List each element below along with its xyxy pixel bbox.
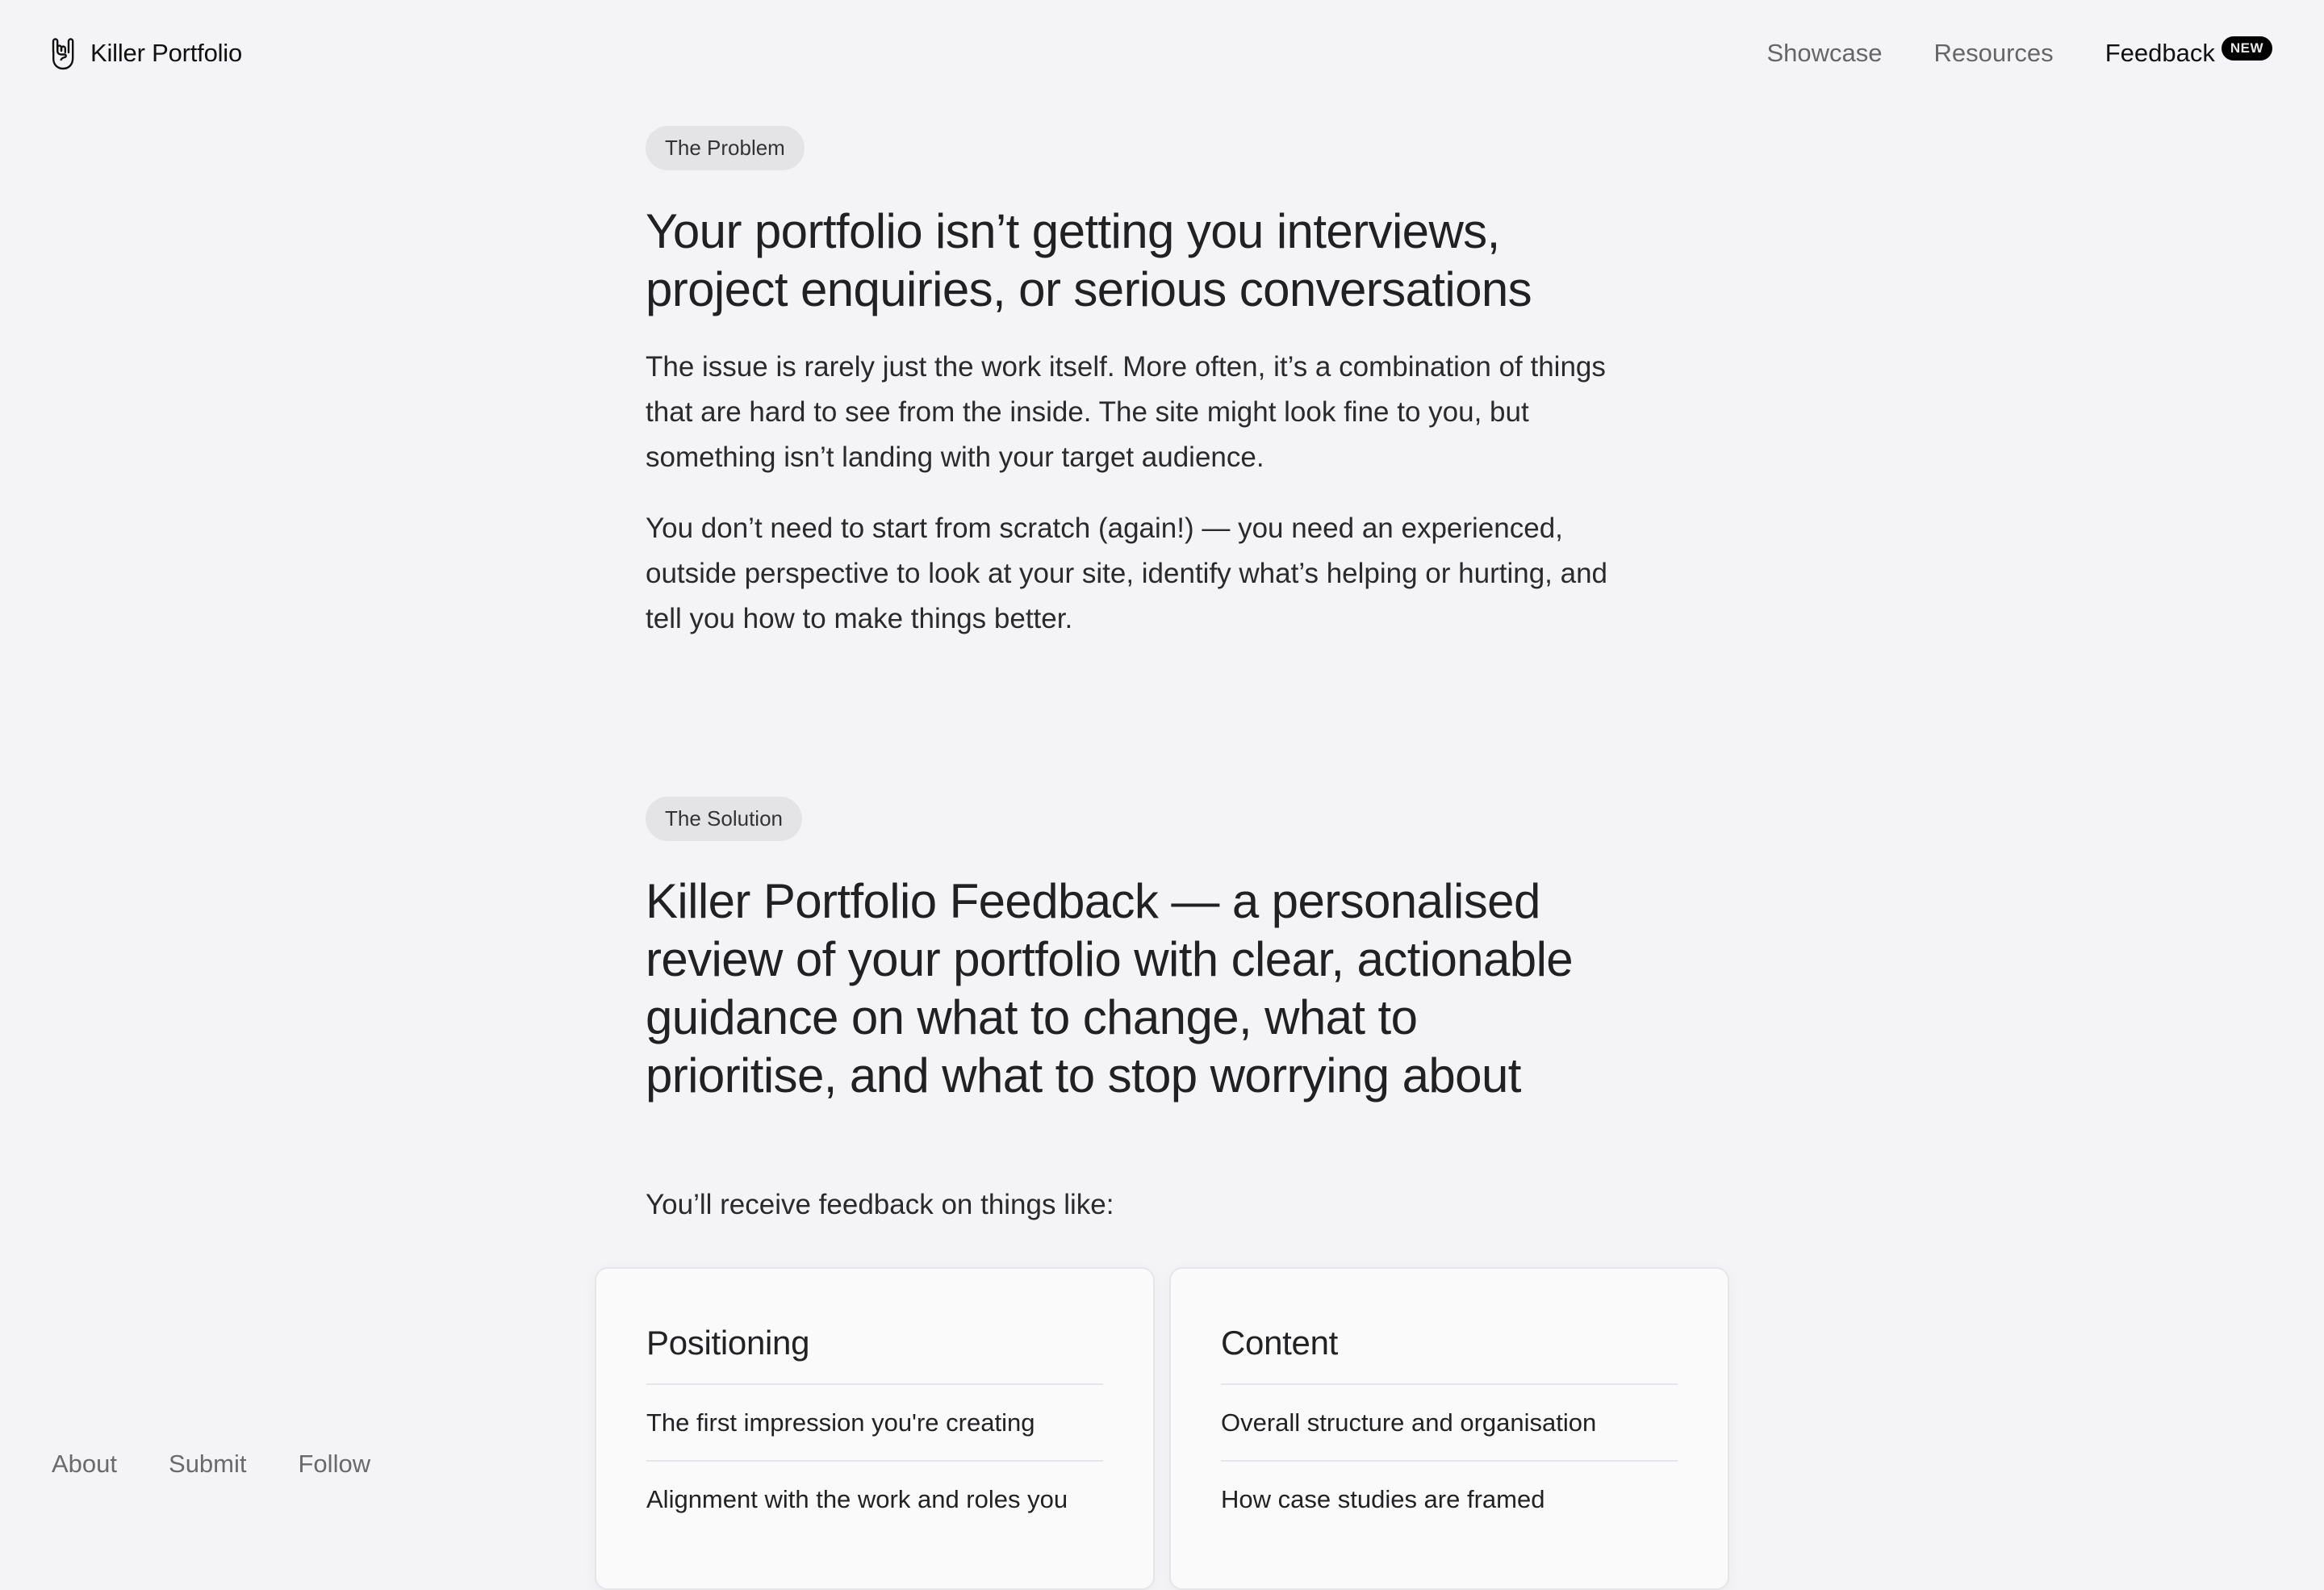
card-title: Positioning	[646, 1324, 810, 1362]
nav-feedback[interactable]: Feedback	[2105, 39, 2215, 67]
nav-showcase[interactable]: Showcase	[1766, 39, 1883, 67]
heading-line: Your portfolio isn’t getting you interviews,	[646, 204, 1500, 258]
card-title: Content	[1221, 1324, 1339, 1362]
paragraph-line: You don’t need to start from scratch (again!) — you need an experienced,	[646, 513, 1563, 544]
card-positioning	[595, 1267, 1155, 1590]
heading-line: prioritise, and what to stop worrying about	[646, 1048, 1521, 1103]
card-list	[646, 1383, 1103, 1537]
brand-home-link[interactable]	[48, 36, 242, 71]
heading-line: Killer Portfolio Feedback — a personalised	[646, 874, 1540, 928]
card-content	[1169, 1267, 1729, 1590]
list-item: The first impression you're creating	[646, 1383, 1103, 1460]
footer-link-submit[interactable]: Submit	[169, 1450, 247, 1478]
problem-heading	[646, 203, 1532, 319]
list-item: Alignment with the work and roles you	[646, 1460, 1103, 1537]
new-badge: NEW	[2222, 36, 2272, 61]
problem-paragraph-1	[646, 345, 1606, 480]
paragraph-line: outside perspective to look at your site, identify what’s helping or hurting, and	[646, 558, 1607, 589]
list-item: How case studies are framed	[1221, 1460, 1678, 1537]
footer-nav	[52, 1446, 370, 1482]
problem-paragraph-2	[646, 506, 1607, 642]
list-item: Overall structure and organisation	[1221, 1383, 1678, 1460]
problem-tag: The Problem	[646, 126, 805, 170]
paragraph-line: that are hard to see from the inside. The site might look fine to you, but	[646, 396, 1529, 428]
nav-resources[interactable]: Resources	[1933, 39, 2054, 67]
heading-line: review of your portfolio with clear, actionable	[646, 932, 1574, 986]
feedback-cards	[595, 1267, 1729, 1590]
footer-link-about[interactable]: About	[52, 1450, 118, 1478]
paragraph-line: tell you how to make things better.	[646, 603, 1073, 634]
solution-tag: The Solution	[646, 797, 802, 841]
solution-heading	[646, 872, 1573, 1105]
feedback-intro	[646, 1182, 1114, 1228]
paragraph-line: The issue is rarely just the work itself. More often, it’s a combination of things	[646, 351, 1606, 383]
heading-line: guidance on what to change, what to	[646, 990, 1418, 1044]
paragraph-line: something isn’t landing with your target audience.	[646, 441, 1264, 473]
brand-name: Killer Portfolio	[90, 39, 243, 67]
heading-line: project enquiries, or serious conversations	[646, 262, 1532, 316]
primary-nav	[1766, 36, 2272, 71]
footer-link-follow[interactable]: Follow	[298, 1450, 371, 1478]
intro-text: You’ll receive feedback on things like:	[646, 1189, 1114, 1220]
card-list	[1221, 1383, 1678, 1537]
nav-feedback-group	[2105, 36, 2272, 71]
rock-hand-icon	[48, 36, 77, 71]
top-nav	[0, 0, 2324, 110]
